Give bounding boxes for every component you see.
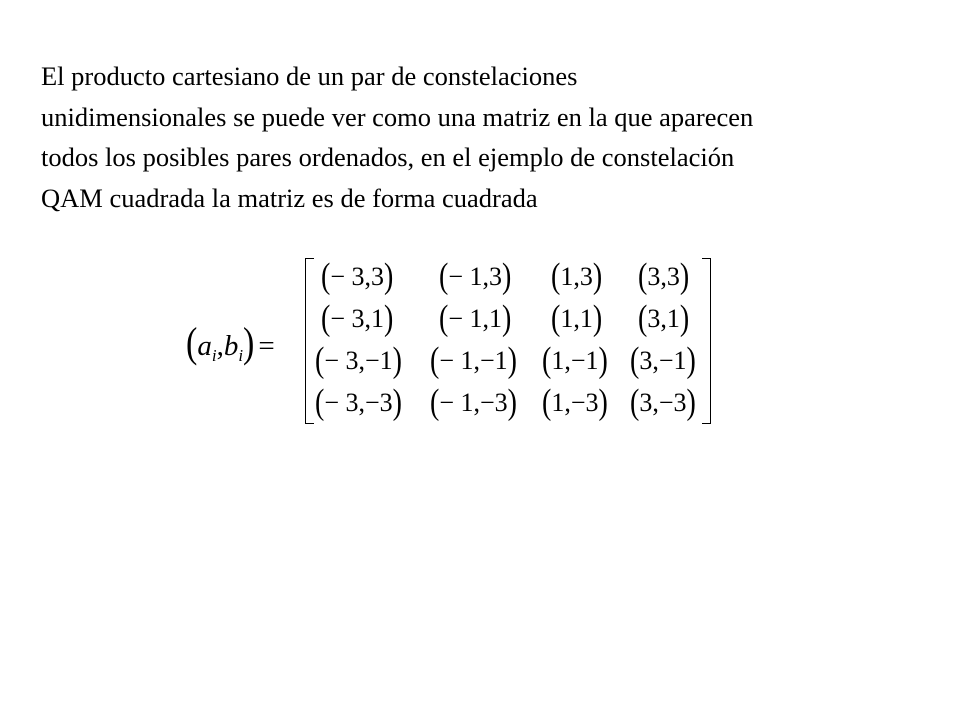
lhs-open-paren: ( <box>186 320 198 367</box>
lhs-sub-a: i <box>211 346 217 365</box>
matrix-cell: (− 1,−1) <box>430 340 517 381</box>
matrix-cell: (3,−1) <box>630 340 696 381</box>
equation-lhs <box>186 320 275 370</box>
paragraph-line-3: todos los posibles pares ordenados, en el ejemplo de constelación <box>41 142 735 172</box>
matrix-cell: (− 3,−3) <box>315 382 402 423</box>
matrix-cell: (1,−1) <box>542 340 608 381</box>
matrix-cell: (3,1) <box>638 298 690 339</box>
matrix-right-bracket <box>702 258 711 424</box>
lhs-comma: , <box>216 330 224 362</box>
matrix-cell: (− 3,−1) <box>315 340 402 381</box>
matrix-cell: (− 3,1) <box>321 298 394 339</box>
matrix-cell: (1,−3) <box>542 382 608 423</box>
paragraph-line-1: El producto cartesiano de un par de constelaciones <box>41 61 578 91</box>
matrix-cell: (− 1,3) <box>439 256 512 297</box>
lhs-sub-b: i <box>238 346 244 365</box>
matrix-cell: (− 1,1) <box>439 298 512 339</box>
matrix-cell: (1,1) <box>551 298 603 339</box>
matrix-cell: (3,3) <box>638 256 690 297</box>
matrix-cell: (− 3,3) <box>321 256 394 297</box>
paragraph-line-4: QAM cuadrada la matriz es de forma cuadrada <box>41 182 538 213</box>
lhs-var-a: a <box>197 330 212 362</box>
matrix-left-bracket <box>305 258 314 424</box>
constellation-matrix <box>305 258 711 424</box>
lhs-close-paren: ) <box>243 320 255 367</box>
paragraph-line-2: unidimensionales se puede ver como una matriz en la que aparecen <box>41 101 754 132</box>
matrix-cell: (− 1,−3) <box>430 382 517 423</box>
matrix-cell: (3,−3) <box>630 382 696 423</box>
matrix-cell: (1,3) <box>551 256 603 297</box>
lhs-var-b: b <box>223 330 239 362</box>
description-paragraph <box>41 56 921 218</box>
lhs-equals-sign: = <box>258 330 275 362</box>
